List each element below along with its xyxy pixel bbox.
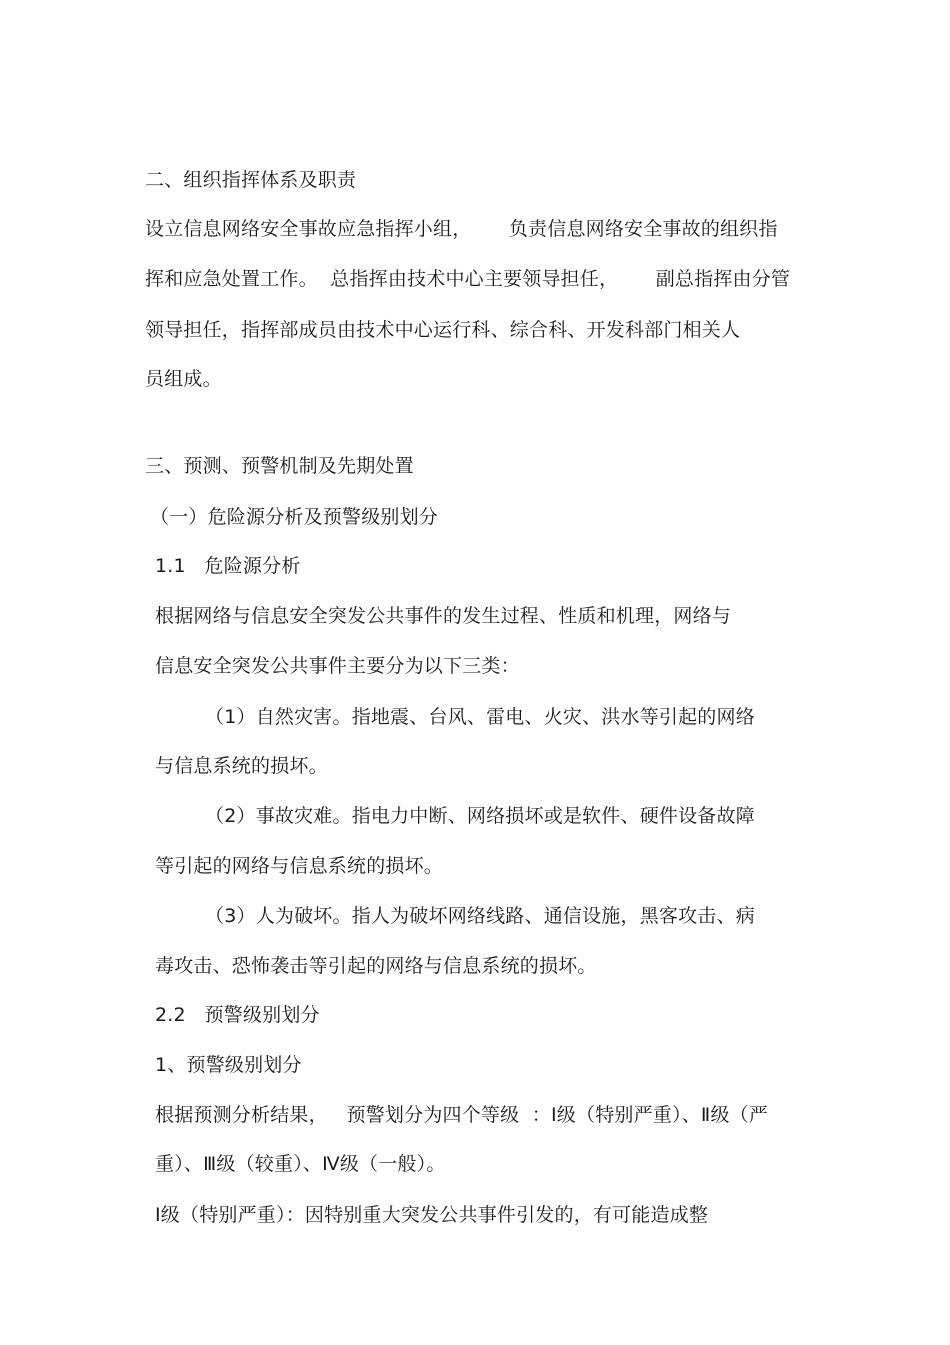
paragraph-line: 根据网络与信息安全突发公共事件的发生过程、性质和机理，网络与 (155, 605, 732, 627)
paragraph-line: 设立信息网络安全事故应急指挥小组， 负责信息网络安全事故的组织指 (145, 218, 778, 240)
list-item-line: （3）人为破坏。指人为破坏网络线路、通信设施，黑客攻击、病 (205, 905, 755, 927)
paragraph-line: 根据预测分析结果， 预警划分为四个等级 ：Ⅰ级（特别严重）、Ⅱ级（严 (155, 1104, 769, 1126)
paragraph-line: 领导担任，指挥部成员由技术中心运行科、综合科、开发科部门相关人 (145, 319, 741, 341)
paragraph-line: 重）、Ⅲ级（较重）、Ⅳ级（一般）。 (155, 1153, 446, 1175)
list-item-line: 毒攻击、恐怖袭击等引起的网络与信息系统的损坏。 (155, 955, 597, 977)
subsection-heading: （一）危险源分析及预警级别划分 (150, 506, 439, 528)
subsection-heading: 1.1 危险源分析 (155, 555, 301, 577)
paragraph-line: 信息安全突发公共事件主要分为以下三类： (155, 655, 520, 677)
list-item-line: 与信息系统的损坏。 (155, 755, 328, 777)
subsection-heading: 1、预警级别划分 (155, 1054, 302, 1076)
list-item-line: 等引起的网络与信息系统的损坏。 (155, 855, 444, 877)
list-item-line: （1）自然灾害。指地震、台风、雷电、火灾、洪水等引起的网络 (205, 706, 755, 728)
paragraph-line: 员组成。 (145, 368, 222, 390)
section-heading-forecast: 三、预测、预警机制及先期处置 (145, 455, 414, 477)
section-heading-organization: 二、组织指挥体系及职责 (145, 169, 357, 191)
paragraph-line: Ⅰ级（特别严重）：因特别重大突发公共事件引发的，有可能造成整 (155, 1204, 709, 1226)
list-item-line: （2）事故灾难。指电力中断、网络损坏或是软件、硬件设备故障 (205, 805, 755, 827)
subsection-heading: 2.2 预警级别划分 (155, 1004, 320, 1026)
paragraph-line: 挥和应急处置工作。 总指挥由技术中心主要领导担任， 副总指挥由分管 (145, 268, 791, 290)
